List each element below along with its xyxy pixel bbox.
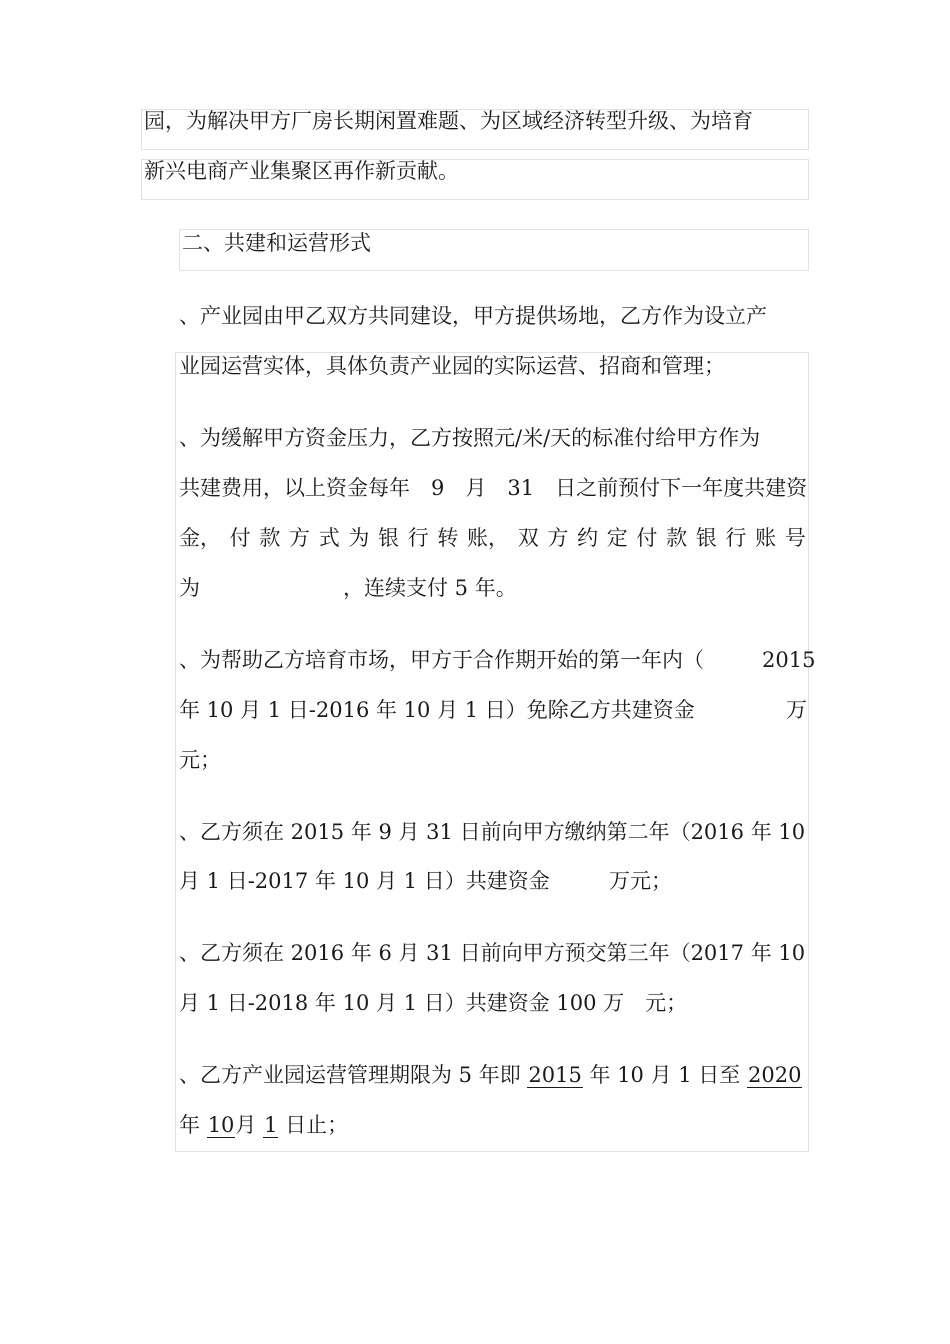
clause-2-word: 银 [695, 526, 717, 550]
clause-2-word: 银 [378, 526, 400, 550]
clause-6-text: 日止； [278, 1113, 349, 1137]
clause-2-word: 款 [259, 526, 281, 550]
clause-2-line-3 [179, 524, 806, 552]
clause-2-word: 式 [318, 526, 340, 550]
start-year-underlined: 2015 [528, 1063, 582, 1087]
clause-2-word: 转 [437, 526, 459, 550]
clause-2-word: 账， [467, 526, 510, 550]
end-month-underlined: 10 [207, 1113, 235, 1137]
clause-6-line-1 [179, 1061, 802, 1089]
clause-2-word: 为 [348, 526, 370, 550]
clause-3-line-2a: 年 10 月 1 日-2016 年 10 月 1 日）免除乙方共建资金 [179, 698, 695, 722]
clause-2-word: 方 [547, 526, 569, 550]
clause-2-word: 双 [517, 526, 539, 550]
clause-2-word: 款 [666, 526, 688, 550]
clause-3-line-2b: 万 [786, 698, 807, 722]
clause-2-word: 行 [725, 526, 747, 550]
clause-1-line-1: 、产业园由甲乙双方共同建设，甲方提供场地，乙方作为设立产 [179, 304, 767, 328]
section-heading: 二、共建和运营形式 [182, 231, 371, 255]
clause-2-word: 金， [179, 526, 221, 550]
clause-2-word: 号 [784, 526, 806, 550]
clause-2-line-4b: ，连续支付 5 年。 [343, 576, 517, 600]
clause-2-word: 行 [407, 526, 429, 550]
clause-3-line-3: 元； [179, 748, 221, 772]
clause-2-line-4a: 为 [179, 576, 200, 600]
clause-1-line-2: 业园运营实体，具体负责产业园的实际运营、招商和管理； [179, 354, 725, 378]
intro-line-2: 新兴电商产业集聚区再作新贡献。 [144, 159, 459, 183]
clause-4-line-2b: 万元； [609, 869, 672, 893]
clause-2-line-1: 、为缓解甲方资金压力，乙方按照元/米/天的标准付给甲方作为 [179, 426, 761, 450]
end-year-underlined: 2020 [747, 1063, 802, 1087]
clause-6-text: 月 [235, 1113, 264, 1137]
clause-5-line-2: 月 1 日-2018 年 10 月 1 日）共建资金 100 万 元； [179, 991, 688, 1015]
end-day-underlined: 1 [264, 1113, 278, 1137]
clause-2-word: 账 [755, 526, 777, 550]
clause-2-line-2: 共建费用，以上资金每年 9 月 31 日之前预付下一年度共建资 [179, 476, 808, 500]
clause-3-line-1b: 2015 [762, 648, 816, 672]
clause-2-word: 付 [636, 526, 658, 550]
clause-2-word: 付 [229, 526, 251, 550]
clause-4-line-1: 、乙方须在 2015 年 9 月 31 日前向甲方缴纳第二年（2016 年 10 [179, 820, 806, 844]
clause-6-line-2 [179, 1111, 348, 1139]
clause-2-word: 定 [606, 526, 628, 550]
frame-body [175, 352, 809, 1152]
clause-2-word: 方 [289, 526, 311, 550]
clause-4-line-2a: 月 1 日-2017 年 10 月 1 日）共建资金 [179, 869, 550, 893]
clause-6-text: 年 [179, 1113, 207, 1137]
clause-6-text: 、乙方产业园运营管理期限为 5 年即 [179, 1063, 528, 1087]
clause-2-word: 约 [577, 526, 599, 550]
clause-6-text: 年 10 月 1 日至 [582, 1063, 747, 1087]
clause-5-line-1: 、乙方须在 2016 年 6 月 31 日前向甲方预交第三年（2017 年 10 [179, 941, 806, 965]
clause-3-line-1a: 、为帮助乙方培育市场，甲方于合作期开始的第一年内（ [179, 648, 704, 672]
intro-line-1: 园，为解决甲方厂房长期闲置难题、为区域经济转型升级、为培育 [144, 109, 753, 133]
